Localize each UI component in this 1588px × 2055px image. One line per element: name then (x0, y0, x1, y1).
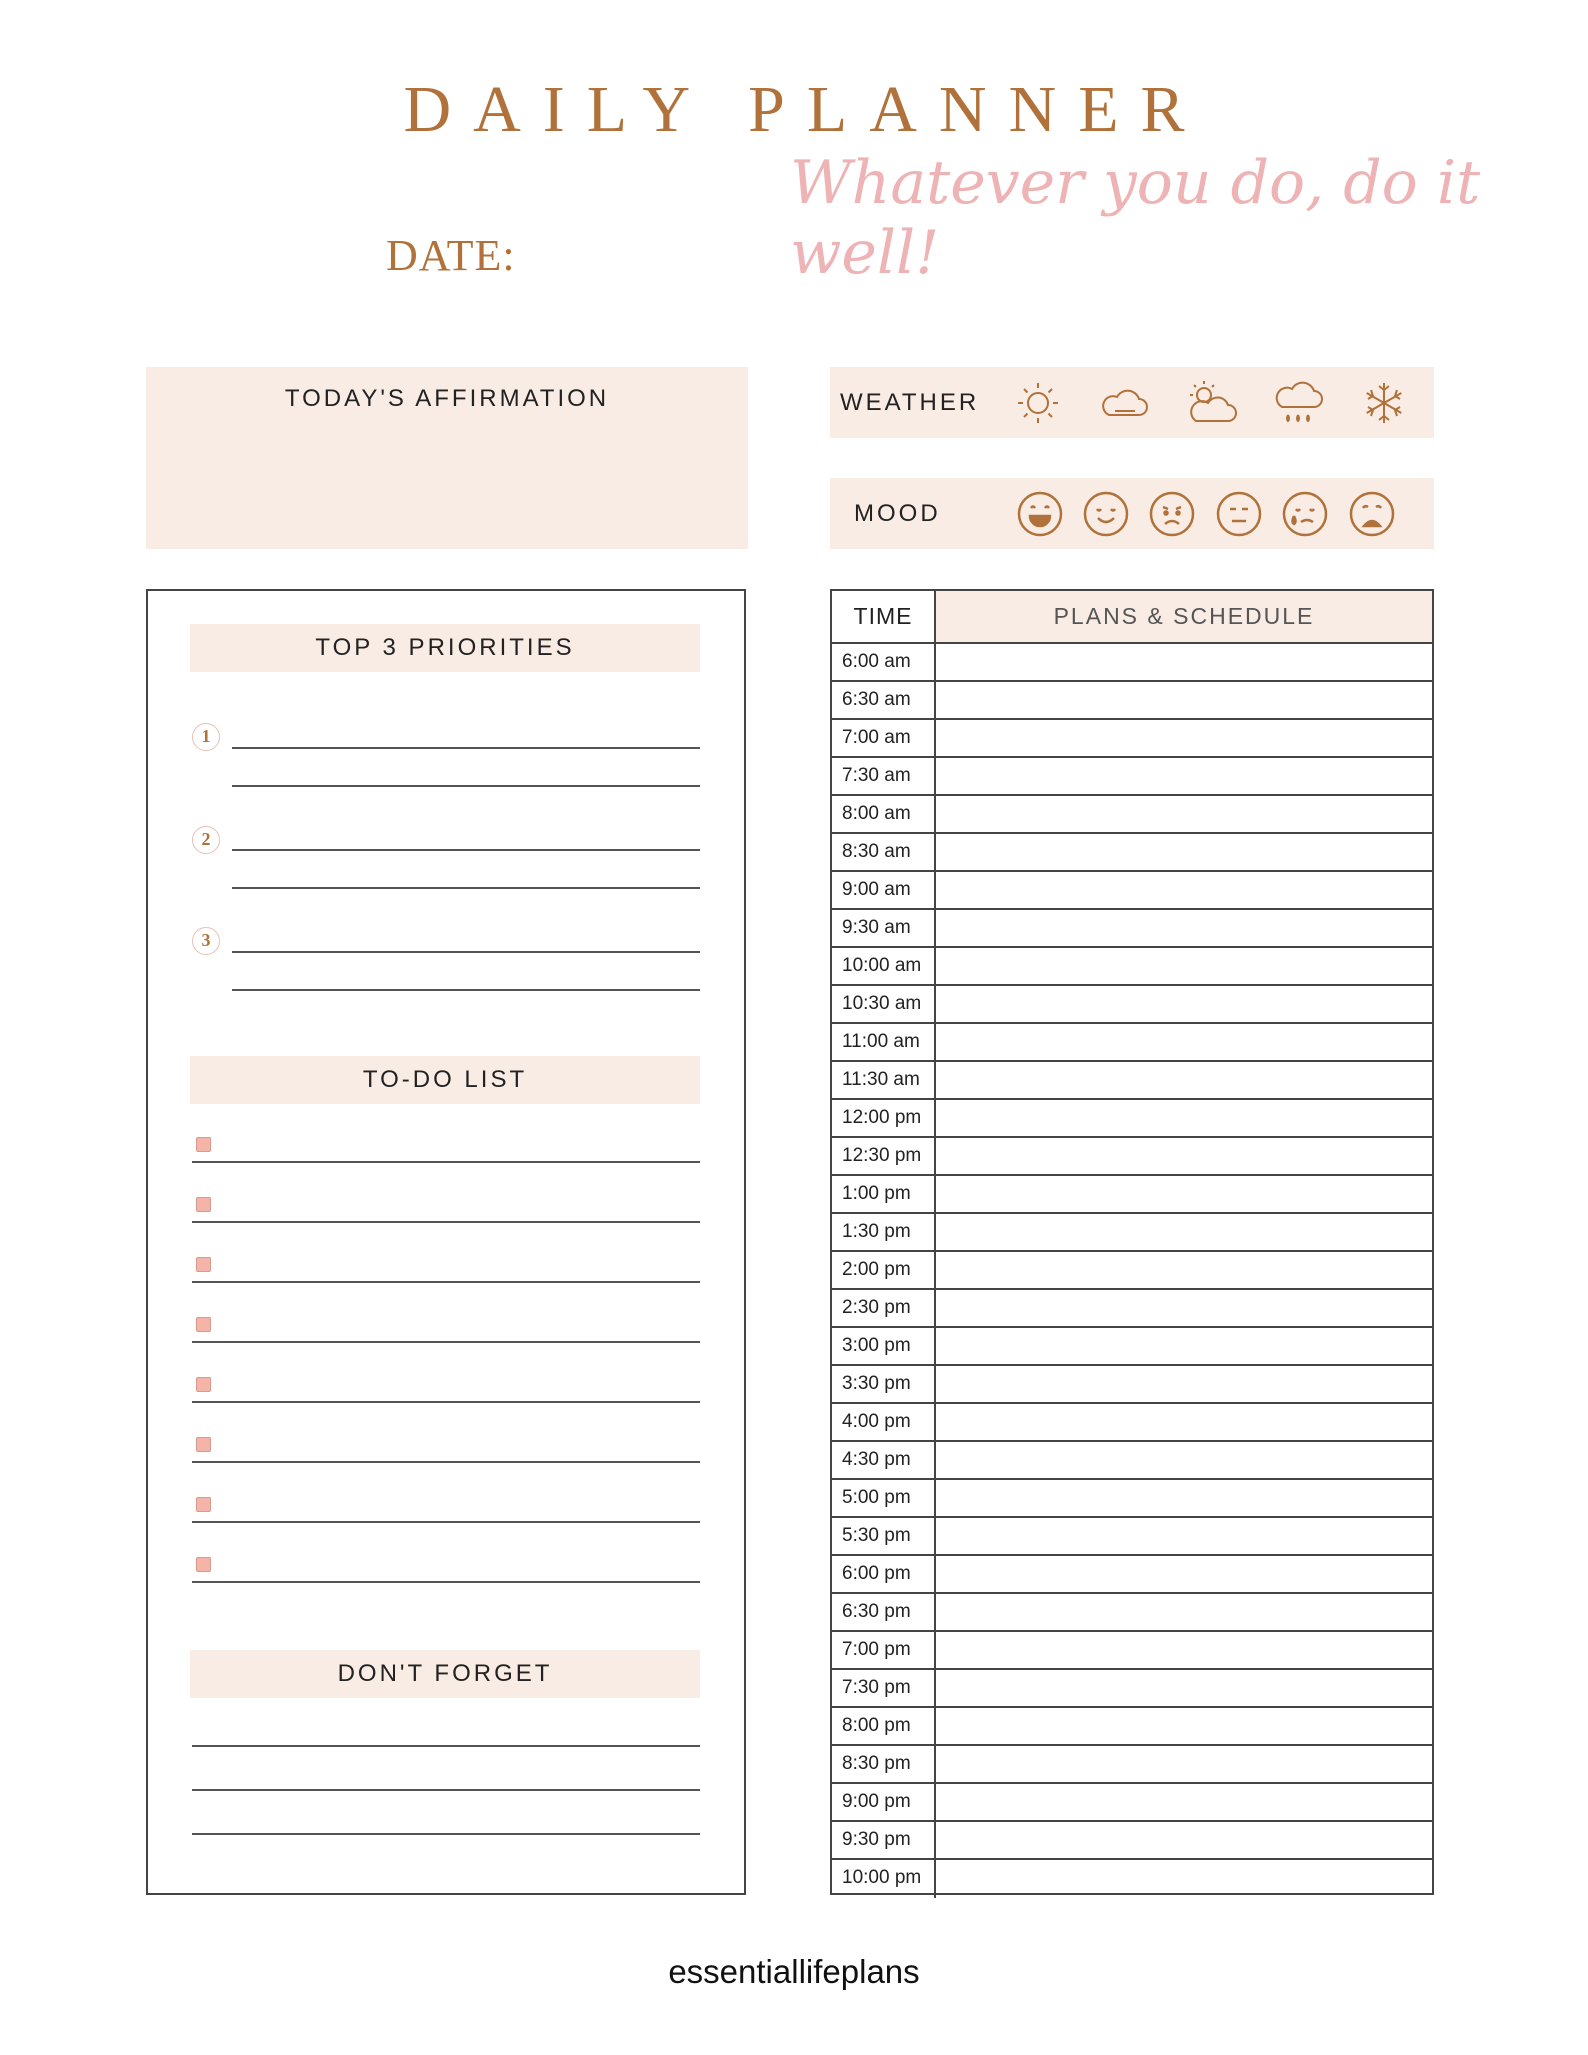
schedule-time: 8:30 pm (832, 1746, 936, 1782)
schedule-time: 10:00 am (832, 948, 936, 984)
schedule-row (832, 1214, 1432, 1252)
priority-number-1: 1 (192, 723, 220, 751)
dont-forget-header: DON'T FORGET (190, 1650, 700, 1698)
partly-cloudy-icon[interactable] (1182, 375, 1238, 431)
snowflake-icon[interactable] (1356, 375, 1412, 431)
schedule-row (832, 834, 1432, 872)
schedule-time: 1:30 pm (832, 1214, 936, 1250)
schedule-row (832, 720, 1432, 758)
schedule-plan-cell[interactable] (936, 1860, 1432, 1898)
schedule-row (832, 1822, 1432, 1860)
smile-face-icon[interactable] (1078, 486, 1134, 542)
todo-checkbox[interactable] (196, 1317, 211, 1332)
schedule-time: 6:30 pm (832, 1594, 936, 1630)
schedule-row (832, 1480, 1432, 1518)
weather-strip (830, 367, 1434, 438)
tagline: Whatever you do, do it well! (790, 148, 1481, 288)
schedule-row (832, 758, 1432, 796)
todo-line[interactable] (192, 1341, 700, 1343)
schedule-plan-cell[interactable] (936, 1366, 1432, 1402)
schedule-plan-cell[interactable] (936, 1404, 1432, 1440)
schedule-plan-cell[interactable] (936, 796, 1432, 832)
schedule-time: 9:00 am (832, 872, 936, 908)
schedule-time: 6:00 pm (832, 1556, 936, 1592)
schedule-time: 9:30 am (832, 910, 936, 946)
sad-face-icon[interactable] (1144, 486, 1200, 542)
todo-line[interactable] (192, 1581, 700, 1583)
sun-icon[interactable] (1010, 375, 1066, 431)
priority-3-line-a[interactable] (232, 951, 700, 953)
schedule-plan-cell[interactable] (936, 1822, 1432, 1858)
schedule-plan-cell[interactable] (936, 1670, 1432, 1706)
mood-strip (830, 478, 1434, 549)
schedule-plan-cell[interactable] (936, 1480, 1432, 1516)
schedule-row (832, 986, 1432, 1024)
schedule-row (832, 1784, 1432, 1822)
priority-3-line-b[interactable] (232, 989, 700, 991)
todo-header: TO-DO LIST (190, 1056, 700, 1104)
schedule-row (832, 1746, 1432, 1784)
schedule-table (830, 589, 1434, 1895)
schedule-plan-cell[interactable] (936, 1252, 1432, 1288)
schedule-row (832, 1176, 1432, 1214)
priority-2-line-b[interactable] (232, 887, 700, 889)
schedule-time: 11:30 am (832, 1062, 936, 1098)
schedule-time: 6:00 am (832, 644, 936, 680)
page-title: DAILY PLANNER (403, 73, 1207, 146)
schedule-row (832, 1708, 1432, 1746)
todo-line[interactable] (192, 1521, 700, 1523)
schedule-row (832, 872, 1432, 910)
cloudy-icon[interactable] (1095, 375, 1151, 431)
schedule-plan-cell[interactable] (936, 1290, 1432, 1326)
angry-face-icon[interactable] (1344, 486, 1400, 542)
schedule-plan-cell[interactable] (936, 1024, 1432, 1060)
priority-1-line-b[interactable] (232, 785, 700, 787)
todo-line[interactable] (192, 1401, 700, 1403)
schedule-plan-cell[interactable] (936, 682, 1432, 718)
schedule-plan-cell[interactable] (936, 1214, 1432, 1250)
schedule-row (832, 1632, 1432, 1670)
schedule-plan-cell[interactable] (936, 1442, 1432, 1478)
schedule-time: 7:00 pm (832, 1632, 936, 1668)
schedule-time: 9:00 pm (832, 1784, 936, 1820)
schedule-row (832, 682, 1432, 720)
schedule-row (832, 910, 1432, 948)
schedule-time: 3:00 pm (832, 1328, 936, 1364)
schedule-row (832, 1594, 1432, 1632)
left-panel (146, 589, 746, 1895)
schedule-time: 1:00 pm (832, 1176, 936, 1212)
affirmation-box[interactable] (146, 367, 748, 549)
schedule-plan-cell[interactable] (936, 1556, 1432, 1592)
priority-number-3: 3 (192, 927, 220, 955)
dont-forget-line[interactable] (192, 1833, 700, 1835)
schedule-time: 7:30 am (832, 758, 936, 794)
schedule-plan-cell[interactable] (936, 1100, 1432, 1136)
rain-icon[interactable] (1270, 375, 1326, 431)
schedule-row (832, 1442, 1432, 1480)
schedule-time: 4:00 pm (832, 1404, 936, 1440)
schedule-time: 8:00 pm (832, 1708, 936, 1744)
schedule-row (832, 1366, 1432, 1404)
schedule-time: 10:30 am (832, 986, 936, 1022)
schedule-time: 3:30 pm (832, 1366, 936, 1402)
schedule-row (832, 1024, 1432, 1062)
plans-column-header: PLANS & SCHEDULE (936, 591, 1432, 642)
schedule-time: 10:00 pm (832, 1860, 936, 1898)
schedule-row (832, 1518, 1432, 1556)
date-label: DATE: (386, 231, 516, 280)
todo-checkbox[interactable] (196, 1197, 211, 1212)
schedule-row (832, 1252, 1432, 1290)
schedule-row (832, 644, 1432, 682)
schedule-plan-cell[interactable] (936, 1138, 1432, 1174)
schedule-plan-cell[interactable] (936, 644, 1432, 680)
todo-line[interactable] (192, 1161, 700, 1163)
schedule-time: 7:30 pm (832, 1670, 936, 1706)
grin-face-icon[interactable] (1012, 486, 1068, 542)
todo-line[interactable] (192, 1221, 700, 1223)
schedule-row (832, 1404, 1432, 1442)
schedule-time: 8:00 am (832, 796, 936, 832)
schedule-time: 2:30 pm (832, 1290, 936, 1326)
schedule-row (832, 948, 1432, 986)
brand-footer: essentiallifeplans (668, 1953, 920, 1990)
schedule-plan-cell[interactable] (936, 1708, 1432, 1744)
schedule-row (832, 1328, 1432, 1366)
todo-checkbox[interactable] (196, 1557, 211, 1572)
dont-forget-line[interactable] (192, 1745, 700, 1747)
affirmation-label: TODAY'S AFFIRMATION (284, 385, 610, 412)
crying-face-icon[interactable] (1277, 486, 1333, 542)
todo-checkbox[interactable] (196, 1437, 211, 1452)
schedule-plan-cell[interactable] (936, 1632, 1432, 1668)
todo-checkbox[interactable] (196, 1257, 211, 1272)
schedule-time: 2:00 pm (832, 1252, 936, 1288)
schedule-plan-cell[interactable] (936, 1746, 1432, 1782)
schedule-row (832, 1290, 1432, 1328)
schedule-plan-cell[interactable] (936, 986, 1432, 1022)
schedule-plan-cell[interactable] (936, 1328, 1432, 1364)
schedule-plan-cell[interactable] (936, 1594, 1432, 1630)
schedule-time: 12:00 pm (832, 1100, 936, 1136)
schedule-plan-cell[interactable] (936, 910, 1432, 946)
schedule-row (832, 1556, 1432, 1594)
schedule-time: 5:30 pm (832, 1518, 936, 1554)
schedule-row (832, 1860, 1432, 1898)
mood-label: MOOD (854, 500, 941, 527)
schedule-plan-cell[interactable] (936, 1062, 1432, 1098)
priority-1-line-a[interactable] (232, 747, 700, 749)
schedule-row (832, 1062, 1432, 1100)
schedule-row (832, 796, 1432, 834)
schedule-rows (832, 644, 1432, 1898)
schedule-time: 11:00 am (832, 1024, 936, 1060)
schedule-plan-cell[interactable] (936, 758, 1432, 794)
priority-number-2: 2 (192, 826, 220, 854)
schedule-plan-cell[interactable] (936, 948, 1432, 984)
neutral-face-icon[interactable] (1211, 486, 1267, 542)
time-column-header: TIME (832, 591, 936, 642)
schedule-plan-cell[interactable] (936, 1518, 1432, 1554)
schedule-time: 6:30 am (832, 682, 936, 718)
priority-2-line-a[interactable] (232, 849, 700, 851)
dont-forget-line[interactable] (192, 1789, 700, 1791)
schedule-time: 4:30 pm (832, 1442, 936, 1478)
schedule-row (832, 1100, 1432, 1138)
todo-checkbox[interactable] (196, 1497, 211, 1512)
schedule-plan-cell[interactable] (936, 834, 1432, 870)
weather-label: WEATHER (840, 389, 980, 416)
schedule-row (832, 1670, 1432, 1708)
schedule-header-row (832, 591, 1432, 644)
schedule-time: 7:00 am (832, 720, 936, 756)
todo-checkbox[interactable] (196, 1137, 211, 1152)
schedule-time: 9:30 pm (832, 1822, 936, 1858)
todo-checkbox[interactable] (196, 1377, 211, 1392)
schedule-row (832, 1138, 1432, 1176)
schedule-plan-cell[interactable] (936, 720, 1432, 756)
schedule-plan-cell[interactable] (936, 872, 1432, 908)
schedule-time: 12:30 pm (832, 1138, 936, 1174)
schedule-time: 5:00 pm (832, 1480, 936, 1516)
schedule-plan-cell[interactable] (936, 1784, 1432, 1820)
schedule-time: 8:30 am (832, 834, 936, 870)
todo-line[interactable] (192, 1461, 700, 1463)
priorities-header: TOP 3 PRIORITIES (190, 624, 700, 672)
todo-line[interactable] (192, 1281, 700, 1283)
schedule-plan-cell[interactable] (936, 1176, 1432, 1212)
